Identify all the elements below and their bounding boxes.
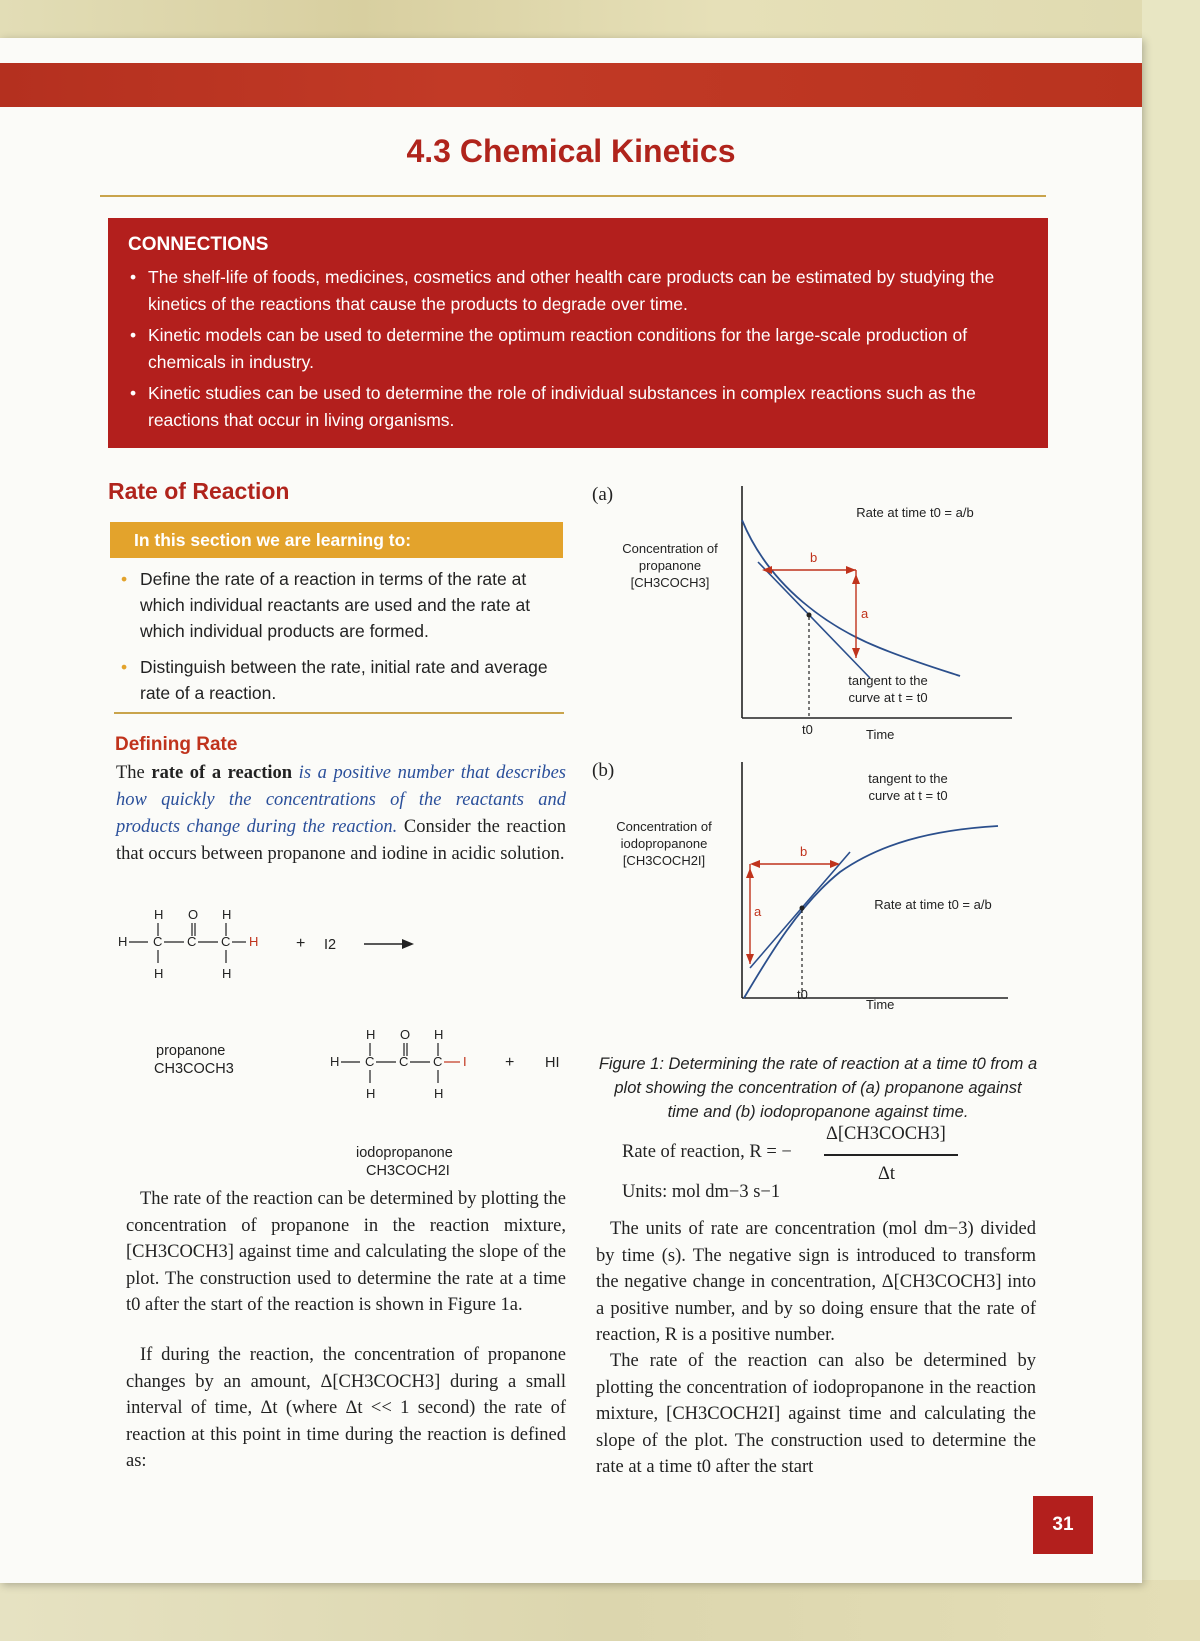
- figure-a-t0: t0: [802, 722, 813, 737]
- propanone-name: propanone: [156, 1043, 226, 1059]
- background-right: [1142, 0, 1200, 1641]
- defining-rate-title: Defining Rate: [115, 734, 238, 755]
- svg-text:C: C: [221, 934, 231, 949]
- connections-list: [128, 264, 1028, 434]
- figure-a-time: Time: [866, 727, 895, 742]
- textbook-page: [0, 38, 1142, 1583]
- svg-text:O: O: [400, 1027, 411, 1042]
- iodopropanone-structure: [330, 1026, 490, 1106]
- svg-text:C: C: [365, 1054, 375, 1069]
- figure-b-tangent-label: tangent to the curve at t = t0: [868, 771, 948, 803]
- svg-text:H: H: [222, 966, 232, 981]
- left-paragraph-2: If during the reaction, the concentration of propanone changes by an amount, Δ[CH3COCH3] during a small interval of time, Δt (where Δt << 1 second) the rate of reaction at this point in time during the reaction is defined as:: [126, 1345, 566, 1471]
- graph-b-mark-b: b: [800, 844, 808, 859]
- background-bottom: [0, 1580, 1200, 1641]
- header-band: [0, 63, 1142, 107]
- def-bold-term: rate of a reaction: [151, 763, 293, 783]
- propanone-structure: [118, 906, 278, 986]
- svg-text:H: H: [154, 966, 164, 981]
- graph-b-mark-a: a: [754, 904, 762, 919]
- figure-a-rate-label: Rate at time t0 = a/b: [856, 505, 974, 520]
- figure-caption: Figure 1: Determining the rate of reaction at a time t0 from a plot showing the concentration of (a) propanone against time and (b) iodopropanone against time.: [598, 1055, 1038, 1121]
- learning-item: • Distinguish between the rate, initial rate and average rate of a reaction.: [118, 654, 568, 706]
- section-title: Rate of Reaction: [108, 478, 290, 504]
- figure-a-tangent-label: tangent to the curve at t = t0: [848, 673, 928, 705]
- definition-paragraph: [116, 760, 566, 868]
- plus-sign: +: [505, 1054, 515, 1071]
- figure-a-ylabel: Concentration of propanone [CH3COCH3]: [622, 541, 718, 590]
- plus-sign: +: [296, 935, 306, 952]
- svg-text:H: H: [249, 934, 259, 949]
- connections-item: • Kinetic studies can be used to determine the role of individual substances in complex reactions such as the reactions that occur in living organisms.: [128, 380, 1028, 434]
- svg-text:C: C: [433, 1054, 443, 1069]
- figure-b-ylabel: Concentration of iodopropanone [CH3COCH2I]: [616, 819, 712, 868]
- def-intro: The: [116, 763, 152, 783]
- connections-item: • Kinetic models can be used to determine the optimum reaction conditions for the large-scale production of chemicals in industry.: [128, 322, 1028, 376]
- right-paragraph-2: The rate of the reaction can also be determined by plotting the concentration of iodopropanone in the reaction mixture, [CH3COCH2I] against time and calculating the slope of the plot. The construction used to determine the rate at a time t0 after the start: [596, 1351, 1036, 1477]
- figure-b-time: Time: [866, 997, 895, 1012]
- svg-text:O: O: [188, 907, 199, 922]
- connections-heading: CONNECTIONS: [128, 234, 269, 255]
- left-paragraph-1: The rate of the reaction can be determined by plotting the concentration of propanone in the reaction mixture, [CH3COCH3] against time and calculating the slope of the plot. The construction used to determine the rate at a time t0 after the start of the reaction is shown in Figure 1a.: [126, 1189, 566, 1315]
- title-rule: [100, 195, 1046, 197]
- learning-item: • Define the rate of a reaction in terms of the rate at which individual reactants are used and the rate at which individual products are formed.: [118, 566, 568, 644]
- iodine-formula: I2: [324, 937, 337, 953]
- rate-equation-denominator: Δt: [878, 1164, 896, 1184]
- svg-text:H: H: [434, 1027, 444, 1042]
- svg-text:C: C: [153, 934, 163, 949]
- hi-formula: HI: [545, 1055, 560, 1071]
- connections-item: • The shelf-life of foods, medicines, cosmetics and other health care products can be estimated by studying the kinetics of the reactions that cause the products to degrade over time.: [128, 264, 1028, 318]
- learning-rule: [114, 712, 564, 714]
- svg-text:H: H: [154, 907, 164, 922]
- iodopropanone-name: iodopropanone: [356, 1145, 453, 1161]
- learning-list: [118, 566, 568, 716]
- svg-text:H: H: [222, 907, 232, 922]
- graph-a-mark-b: b: [810, 550, 818, 565]
- propanone-formula: CH3COCH3: [154, 1061, 234, 1077]
- rate-units: Units: mol dm−3 s−1: [622, 1182, 781, 1202]
- figure-a-letter: (a): [592, 484, 614, 505]
- svg-text:H: H: [330, 1054, 340, 1069]
- svg-text:H: H: [434, 1086, 444, 1101]
- fraction-bar: [824, 1154, 958, 1156]
- figure-b-rate-label: Rate at time t0 = a/b: [874, 897, 992, 912]
- reaction-arrow: [362, 934, 416, 954]
- learning-heading: In this section we are learning to:: [110, 522, 563, 558]
- svg-text:C: C: [399, 1054, 409, 1069]
- def-rest: Consider the reaction that occurs between propanone and iodine in acidic solution.: [116, 817, 566, 864]
- page-number: 31: [1033, 1496, 1093, 1554]
- svg-text:I: I: [463, 1054, 467, 1069]
- right-paragraph-1: The units of rate are concentration (mol dm−3) divided by time (s). The negative sign is introduced to transform the negative change in concentration, Δ[CH3COCH3] into a positive number, and by so doing ensure that the rate of reaction, R is a positive number.: [596, 1219, 1036, 1345]
- svg-text:H: H: [366, 1086, 376, 1101]
- chapter-title: 4.3 Chemical Kinetics: [406, 133, 736, 169]
- figure-b-t0: t0: [797, 987, 808, 1002]
- graph-a-mark-a: a: [861, 606, 869, 621]
- svg-text:H: H: [118, 934, 128, 949]
- rate-equation-label: Rate of reaction, R = −: [622, 1142, 792, 1162]
- figure-b-letter: (b): [592, 760, 615, 781]
- svg-text:H: H: [366, 1027, 376, 1042]
- def-italic: is a positive number that describes how quickly the concentrations of the reactants and products change during the reaction.: [116, 763, 567, 837]
- rate-equation-numerator: Δ[CH3COCH3]: [826, 1124, 946, 1144]
- connections-box: [108, 218, 1048, 448]
- svg-text:C: C: [187, 934, 197, 949]
- iodopropanone-formula: CH3COCH2I: [366, 1163, 450, 1179]
